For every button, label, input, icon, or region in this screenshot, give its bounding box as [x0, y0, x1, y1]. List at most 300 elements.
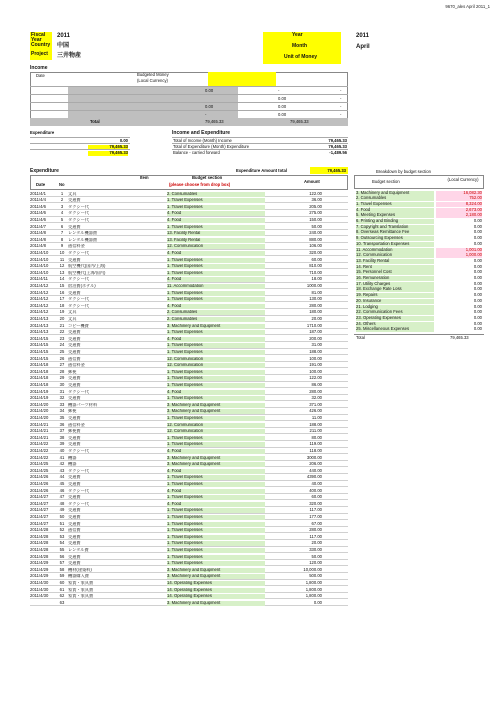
row-no: 62 — [59, 594, 65, 599]
row-no: 3 — [60, 204, 64, 209]
expenditure-row — [30, 382, 348, 388]
row-item: 交通費 — [68, 442, 81, 447]
expenditure-row — [30, 501, 348, 507]
ie-row — [172, 149, 348, 155]
row-item: 宿泊費(ホテル) — [68, 283, 96, 288]
row-no: 27 — [59, 363, 65, 368]
row-no: 15 — [59, 283, 65, 288]
row-date: 2011/4/4 — [30, 198, 46, 203]
row-budget-section: 4. Food — [167, 489, 265, 494]
row-item: 文具 — [68, 316, 77, 321]
row-no: 19 — [59, 310, 65, 315]
row-date: 2011/4/8 — [30, 237, 46, 242]
row-budget-section: 4. Food — [167, 211, 265, 216]
row-budget-section: 3. Machinery and Equipment — [167, 409, 265, 414]
row-date: 2011/4/27 — [30, 501, 49, 506]
expenditure-row — [30, 561, 348, 567]
summary-value: 79,465.33 — [88, 145, 128, 150]
income-row — [30, 94, 348, 102]
row-no: 4 — [60, 211, 64, 216]
row-item: 交通費 — [68, 290, 81, 295]
row-budget-section: 3. Machinery and Equipment — [167, 462, 265, 467]
row-budget-section: 1. Travel Expenses — [167, 343, 265, 348]
row-amount: 211.00 — [309, 429, 322, 434]
row-item: コピー機費 — [68, 323, 89, 328]
row-budget-section: 1. Travel Expenses — [167, 376, 265, 381]
income-row-a: 0.00 — [205, 104, 214, 109]
row-item: 交通費 — [68, 224, 81, 229]
ie-title: Income and Expenditure — [172, 130, 231, 136]
row-no: 14 — [59, 277, 65, 282]
row-date: 2011/4/12 — [30, 303, 49, 308]
row-amount: 31.00 — [311, 343, 322, 348]
row-date: 2011/4/20 — [30, 402, 49, 407]
expenditure-row — [30, 547, 348, 553]
row-amount: 130.00 — [309, 297, 322, 302]
row-date: 2011/4/20 — [30, 415, 49, 420]
expenditure-row — [30, 402, 348, 408]
row-date: 2011/4/10 — [30, 257, 49, 262]
row-item: タクシー代 — [68, 204, 89, 209]
row-item: 交通費 — [68, 514, 81, 519]
row-budget-section: 1. Travel Expenses — [167, 198, 265, 203]
row-no: 12 — [59, 264, 65, 269]
row-budget-section: 4. Food — [167, 337, 265, 342]
row-item: 交通費 — [68, 435, 81, 440]
row-amount: 1,800.00 — [305, 594, 322, 599]
row-budget-section: 3. Machinery and Equipment — [167, 324, 265, 329]
row-item: 家賃・家具費 — [68, 587, 94, 592]
income-total-a: 79,465.33 — [205, 119, 224, 124]
income-row-a: - — [205, 112, 207, 117]
income-row — [30, 110, 348, 118]
row-amount: 118.00 — [309, 448, 322, 453]
row-amount: 81.00 — [311, 290, 322, 295]
breakdown-name: 17. Utility Charges — [356, 282, 434, 287]
row-amount: 280.00 — [309, 528, 322, 533]
row-date: 2011/4/21 — [30, 422, 49, 427]
breakdown-value: 1,000.00 — [436, 253, 482, 258]
row-item: 交通費 — [68, 495, 81, 500]
breakdown-value: 0.00 — [473, 286, 482, 292]
breakdown-name: 1. Travel Expenses — [356, 202, 434, 207]
row-amount: 4390.00 — [306, 475, 322, 480]
country-label: Country — [31, 42, 51, 48]
expenditure-row — [30, 448, 348, 454]
expenditure-row — [30, 429, 348, 435]
row-budget-section: 4. Food — [167, 390, 265, 395]
row-amount: 100.00 — [309, 356, 322, 361]
row-date: 2011/4/27 — [30, 508, 49, 513]
row-budget-section: 1. Travel Expenses — [167, 522, 265, 527]
expenditure-row — [30, 455, 348, 461]
row-amount: 810.00 — [309, 264, 322, 269]
breakdown-value: 1,001.00 — [436, 248, 482, 253]
breakdown-value: 0.00 — [473, 263, 482, 269]
row-no: 8 — [60, 237, 64, 242]
row-item: レンタル費 — [68, 547, 89, 552]
row-date: 2011/4/12 — [30, 283, 49, 288]
income-row-b: 0.00 — [278, 104, 287, 109]
row-budget-section: 1. Travel Expenses — [167, 396, 265, 401]
row-item: レンタル機器費 — [68, 237, 98, 242]
row-date: 2011/4/27 — [30, 514, 49, 519]
row-no: 28 — [59, 369, 65, 374]
row-date: 2011/4/28 — [30, 547, 49, 552]
row-no: 31 — [59, 389, 65, 394]
expenditure-row — [30, 580, 348, 586]
row-amount: 188.00 — [309, 422, 322, 427]
row-no: 24 — [59, 343, 65, 348]
ie-row-value: -1,489.56 — [329, 149, 347, 155]
row-item: 交通費 — [68, 396, 81, 401]
expenditure-row — [30, 422, 348, 428]
row-date: 2011/4/22 — [30, 442, 49, 447]
row-date: 2011/4/15 — [30, 336, 49, 341]
income-row-c: - — [340, 112, 342, 117]
row-item: 交通費 — [68, 257, 81, 262]
expenditure-row — [30, 508, 348, 514]
expenditure-row — [30, 600, 348, 606]
row-amount: 119.00 — [309, 442, 322, 447]
row-date: 2011/4/22 — [30, 455, 49, 460]
breakdown-name: 4. Food — [356, 208, 434, 213]
row-no: 59 — [59, 574, 65, 579]
row-budget-section: 3. Machinery and Equipment — [167, 574, 265, 579]
row-budget-section: 1. Travel Expenses — [167, 370, 265, 375]
row-item: 機材(建築料) — [68, 567, 92, 572]
row-item: 交通費 — [68, 415, 81, 420]
row-date: 2011/4/26 — [30, 475, 49, 480]
row-budget-section: 1. Travel Expenses — [167, 541, 265, 546]
row-item: 機器 — [68, 462, 77, 467]
row-date: 2011/4/28 — [30, 534, 49, 539]
row-date: 2011/4/7 — [30, 224, 46, 229]
breakdown-name: 13. Facility Rental — [356, 259, 434, 264]
row-budget-section: 1. Travel Expenses — [167, 271, 265, 276]
row-date: 2011/4/18 — [30, 376, 49, 381]
row-item: 郵便 — [68, 369, 77, 374]
row-amount: 86.00 — [311, 382, 322, 387]
row-no: 44 — [59, 475, 65, 480]
row-item: 航空機代(国内/上海) — [68, 264, 106, 269]
row-budget-section: 3. Machinery and Equipment — [167, 601, 265, 606]
income-row-c: - — [340, 104, 342, 109]
col-budget-sub: (please choose from drop box) — [169, 182, 231, 187]
year-value: 2011 — [356, 33, 370, 39]
row-amount: 11.00 — [311, 415, 322, 420]
row-no: 6 — [60, 224, 64, 229]
row-item: 通信料金 — [68, 363, 85, 368]
row-budget-section: 13. Facility Rental — [167, 238, 265, 243]
expenditure-row — [30, 495, 348, 501]
row-no: 32 — [59, 396, 65, 401]
row-date: 2011/4/10 — [30, 250, 49, 255]
row-date: 2011/4/28 — [30, 554, 49, 559]
row-budget-section: 1. Travel Expenses — [167, 508, 265, 513]
row-no: 10 — [59, 250, 65, 255]
row-no: 11 — [59, 257, 65, 262]
row-no: 43 — [59, 468, 65, 473]
row-amount: 3000.00 — [306, 455, 322, 460]
row-date: 2011/4/25 — [30, 462, 49, 467]
income-row-c: - — [340, 88, 342, 93]
row-date: 2011/4/30 — [30, 587, 49, 592]
expenditure-row — [30, 376, 348, 382]
row-budget-section: 3. Machinery and Equipment — [167, 456, 265, 461]
row-date: 2011/4/30 — [30, 580, 49, 585]
row-amount: 400.00 — [309, 488, 322, 493]
row-no: 34 — [59, 409, 65, 414]
row-no: 51 — [59, 521, 65, 526]
row-item: タクシー代 — [68, 277, 89, 282]
row-amount: 440.00 — [309, 468, 322, 473]
row-item: 交通費 — [68, 541, 81, 546]
file-name: 9670_ales April 2011_1 — [445, 4, 490, 9]
row-date: 2011/4/20 — [30, 409, 49, 414]
row-date: 2011/4/13 — [30, 316, 49, 321]
row-budget-section: 3. Machinery and Equipment — [167, 568, 265, 573]
row-no: 35 — [59, 415, 65, 420]
row-item: 交通費 — [68, 521, 81, 526]
breakdown-value: 0.00 — [473, 229, 482, 235]
row-amount: 50.00 — [311, 224, 322, 229]
row-amount: 280.00 — [309, 303, 322, 308]
row-date: 2011/4/29 — [30, 574, 49, 579]
row-budget-section: 3. Machinery and Equipment — [167, 403, 265, 408]
breakdown-value: 0.00 — [473, 275, 482, 281]
row-no: 49 — [59, 508, 65, 513]
row-item: タクシー代 — [68, 389, 89, 394]
expenditure-row — [30, 389, 348, 395]
income-total-b: 79,465.33 — [290, 119, 309, 124]
breakdown-value: 0.00 — [473, 309, 482, 315]
breakdown-name: 14. Rent — [356, 265, 434, 270]
row-date: 2011/4/10 — [30, 270, 49, 275]
expenditure-row — [30, 594, 348, 600]
col-date-label: Date — [36, 182, 46, 187]
row-item: 家賃・家具費 — [68, 580, 94, 585]
row-no: 1 — [60, 191, 64, 196]
row-item: 航空機代(上海/国内) — [68, 270, 106, 275]
project-value: 三井物産 — [57, 53, 82, 59]
row-item: 交通費 — [68, 508, 81, 513]
breakdown-name: 16. Remuneration — [356, 276, 434, 281]
expenditure-title: Expenditure — [30, 168, 59, 174]
breakdown-value: 0.00 — [473, 314, 482, 320]
row-no: 17 — [59, 297, 65, 302]
breakdown-name: 12. Communication — [356, 253, 434, 258]
row-item: 通信費 — [68, 528, 81, 533]
row-item: 交通費 — [68, 336, 81, 341]
summary-row — [30, 149, 130, 155]
row-item: レンタル機器費 — [68, 231, 98, 236]
breakdown-name: 20. Insurance — [356, 299, 434, 304]
row-item: 機器購入費 — [68, 574, 89, 579]
income-date-label: Date — [36, 73, 45, 78]
col-budget-label: Budget section — [192, 175, 223, 180]
ie-row-label: Total of Expenditure (Month) Expenditure — [173, 143, 250, 149]
row-budget-section: 1. Travel Expenses — [167, 482, 265, 487]
row-amount: 330.00 — [309, 547, 322, 552]
breakdown-name: 22. Communication Fees — [356, 310, 434, 315]
row-budget-section: 12. Communication — [167, 429, 265, 434]
row-no: 7 — [60, 231, 64, 236]
row-item: タクシー代 — [68, 250, 89, 255]
row-no: 58 — [59, 567, 65, 572]
expenditure-row — [30, 462, 348, 468]
row-date: 2011/4/12 — [30, 297, 49, 302]
row-no: 50 — [59, 514, 65, 519]
breakdown-value: 0.00 — [473, 240, 482, 246]
row-amount: 60.00 — [311, 257, 322, 262]
row-date: 2011/4/19 — [30, 389, 49, 394]
expenditure-row — [30, 528, 348, 534]
row-no: 57 — [59, 561, 65, 566]
row-budget-section: 1. Travel Expenses — [167, 548, 265, 553]
expenditure-row — [30, 369, 348, 375]
row-item: タクシー代 — [68, 297, 89, 302]
row-no: 30 — [59, 382, 65, 387]
row-item: 機器 — [68, 455, 77, 460]
row-date: 2011/4/6 — [30, 217, 46, 222]
row-date: 2011/4/11 — [30, 277, 49, 282]
breakdown-value: 0.00 — [473, 280, 482, 286]
row-no: 5 — [60, 217, 64, 222]
row-budget-section: 1. Travel Expenses — [167, 258, 265, 263]
row-date: 2011/4/6 — [30, 204, 46, 209]
row-no: 22 — [59, 330, 65, 335]
row-date: 2011/4/18 — [30, 369, 49, 374]
row-item: 交通費 — [68, 561, 81, 566]
ie-rows — [172, 137, 348, 157]
expenditure-row — [30, 409, 348, 415]
income-header-label-right — [208, 72, 276, 86]
row-amount: 880.00 — [309, 237, 322, 242]
breakdown-col-local: (Local Currency) — [447, 177, 479, 182]
row-budget-section: 1. Travel Expenses — [167, 561, 265, 566]
row-amount: 1,800.00 — [305, 587, 322, 592]
row-amount: 18.00 — [311, 277, 322, 282]
breakdown-value: 8,324.00 — [436, 202, 482, 207]
row-budget-section: 1. Travel Expenses — [167, 495, 265, 500]
row-date: 2011/4/27 — [30, 521, 49, 526]
row-item: タクシー代 — [68, 468, 89, 473]
ie-row-label: Total of Income (Month) Income — [173, 137, 232, 143]
row-date: 2011/4/26 — [30, 481, 49, 486]
expenditure-row — [30, 521, 348, 527]
row-item: タクシー代 — [68, 211, 89, 216]
summary-value: 0.00 — [119, 137, 128, 143]
row-budget-section: 11. Accommodation — [167, 284, 265, 289]
expenditure-row — [30, 514, 348, 520]
expenditure-row — [30, 587, 348, 593]
row-budget-section: 4. Food — [167, 218, 265, 223]
row-date: 2011/4/28 — [30, 528, 49, 533]
row-no: 25 — [59, 349, 65, 354]
breakdown-total-value: 79,465.33 — [450, 335, 469, 340]
row-date: 2011/4/8 — [30, 244, 46, 249]
row-date: 2011/4/1 — [30, 191, 46, 196]
row-budget-section: 4. Food — [167, 502, 265, 507]
row-amount: 371.00 — [309, 402, 322, 407]
income-total-label: Total — [90, 119, 100, 124]
expenditure-row — [30, 435, 348, 441]
income-row-b: - — [278, 88, 280, 93]
row-amount: 1710.00 — [306, 323, 322, 328]
breakdown-value: 2,673.00 — [436, 208, 482, 213]
row-item: 交通費 — [68, 382, 81, 387]
row-amount: 280.00 — [309, 389, 322, 394]
income-row-b: 0.00 — [278, 96, 287, 101]
row-date: 2011/4/6 — [30, 211, 46, 216]
row-amount: 187.00 — [309, 330, 322, 335]
breakdown-value: 0.00 — [473, 235, 482, 241]
row-budget-section: 1. Travel Expenses — [167, 535, 265, 540]
summary-title: Expenditure — [30, 130, 55, 135]
row-amount: 426.00 — [309, 409, 322, 414]
breakdown-name: 9. Outsourcing Expenses — [356, 236, 434, 241]
row-budget-section: 1. Travel Expenses — [167, 350, 265, 355]
row-budget-section: 4. Food — [167, 277, 265, 282]
expenditure-row — [30, 442, 348, 448]
row-amount: 10,000.00 — [303, 567, 322, 572]
expenditure-row — [30, 396, 348, 402]
breakdown-value: 0.00 — [473, 320, 482, 326]
income-row — [30, 102, 348, 110]
row-amount: 206.00 — [309, 462, 322, 467]
row-date: 2011/4/28 — [30, 541, 49, 546]
row-budget-section: 1. Travel Expenses — [167, 442, 265, 447]
row-no: 55 — [59, 547, 65, 552]
breakdown-name: 7. Copyright and Translation — [356, 225, 434, 230]
row-budget-section: 1. Travel Expenses — [167, 205, 265, 210]
row-no: 36 — [59, 422, 65, 427]
breakdown-name: 18. Exchange Rate Loss — [356, 287, 434, 292]
col-item-label: Item — [140, 175, 149, 180]
income-row-c: - — [340, 96, 342, 101]
row-no: 41 — [59, 455, 65, 460]
row-no: 42 — [59, 462, 65, 467]
row-date: 2011/4/29 — [30, 561, 49, 566]
row-amount: 180.00 — [309, 310, 322, 315]
row-amount: 20.00 — [311, 316, 322, 321]
income-local-currency: (Local Currency) — [137, 78, 168, 83]
row-item: 交通費 — [68, 481, 81, 486]
expenditure-amount-total-label: Expenditure Amount total — [236, 168, 288, 173]
row-date: 2011/4/8 — [30, 231, 46, 236]
row-amount: 67.00 — [311, 521, 322, 526]
breakdown-col-section: Budget section — [372, 179, 400, 184]
row-amount: 240.00 — [309, 231, 322, 236]
row-amount: 117.00 — [309, 534, 322, 539]
row-amount: 122.00 — [309, 191, 322, 196]
row-date: 2011/4/21 — [30, 429, 49, 434]
row-budget-section: 1. Travel Expenses — [167, 297, 265, 302]
row-amount: 60.00 — [311, 495, 322, 500]
row-no: 54 — [59, 541, 65, 546]
row-item: 交通費 — [68, 554, 81, 559]
breakdown-name: 2. Consumables — [356, 196, 434, 201]
row-budget-section: 4. Food — [167, 449, 265, 454]
row-budget-section: 1. Travel Expenses — [167, 225, 265, 230]
breakdown-value: 2,180.00 — [436, 213, 482, 218]
row-no: 16 — [59, 290, 65, 295]
row-item: 文具 — [68, 310, 77, 315]
row-no: 29 — [59, 376, 65, 381]
row-no: 61 — [59, 587, 65, 592]
row-item: 交通費 — [68, 198, 81, 203]
